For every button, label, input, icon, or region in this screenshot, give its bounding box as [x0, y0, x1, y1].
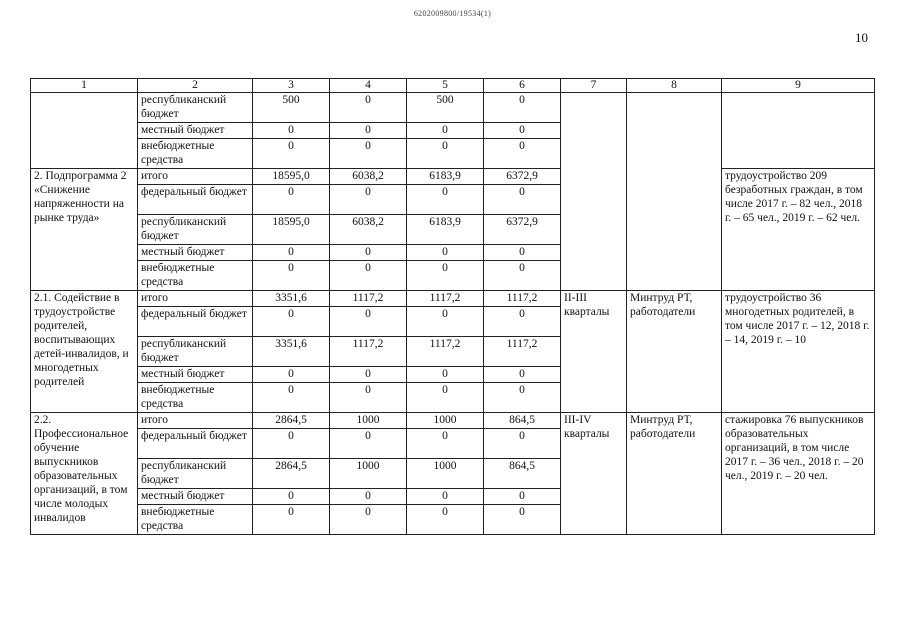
funding-source-cell: местный бюджет — [138, 245, 253, 261]
year-2019-cell: 0 — [484, 93, 561, 123]
year-2018-cell: 0 — [407, 505, 484, 535]
column-header-9: 9 — [722, 79, 875, 93]
document-id: 6202009800/19534(1) — [413, 9, 492, 18]
continuation-executor-cell — [627, 93, 722, 291]
funding-source-cell: федеральный бюджет — [138, 185, 253, 215]
total-amount-cell: 18595,0 — [253, 169, 330, 185]
year-2018-cell: 0 — [407, 185, 484, 215]
column-header-1: 1 — [31, 79, 138, 93]
year-2019-cell: 6372,9 — [484, 215, 561, 245]
year-2018-cell: 1117,2 — [407, 337, 484, 367]
column-header-3: 3 — [253, 79, 330, 93]
year-2019-cell: 1117,2 — [484, 291, 561, 307]
year-2019-cell: 864,5 — [484, 413, 561, 429]
total-amount-cell: 500 — [253, 93, 330, 123]
year-2019-cell: 1117,2 — [484, 337, 561, 367]
year-2018-cell: 0 — [407, 245, 484, 261]
year-2018-cell: 0 — [407, 139, 484, 169]
total-amount-cell: 0 — [253, 123, 330, 139]
year-2017-cell: 0 — [330, 307, 407, 337]
year-2018-cell: 6183,9 — [407, 169, 484, 185]
year-2018-cell: 0 — [407, 429, 484, 459]
subprogram-2-result: трудоустройство 209 безработных граждан, в том числе 2017 г. – 82 чел., 2018 г. – 65 чел., 2019 г. – 62 чел. — [722, 169, 875, 291]
year-2018-cell: 1000 — [407, 413, 484, 429]
total-amount-cell: 0 — [253, 489, 330, 505]
table-row — [31, 291, 875, 307]
funding-source-cell: внебюджетные средства — [138, 383, 253, 413]
year-2019-cell: 0 — [484, 383, 561, 413]
total-amount-cell: 0 — [253, 139, 330, 169]
year-2019-cell: 0 — [484, 429, 561, 459]
column-header-2: 2 — [138, 79, 253, 93]
total-amount-cell: 0 — [253, 245, 330, 261]
year-2018-cell: 0 — [407, 489, 484, 505]
funding-source-cell: итого — [138, 169, 253, 185]
funding-source-cell: республиканский бюджет — [138, 215, 253, 245]
year-2019-cell: 0 — [484, 139, 561, 169]
year-2017-cell: 6038,2 — [330, 169, 407, 185]
year-2017-cell: 1117,2 — [330, 337, 407, 367]
measure-2-2-period: III-IV кварталы — [561, 413, 627, 535]
year-2017-cell: 1117,2 — [330, 291, 407, 307]
measure-2-1-period: II-III кварталы — [561, 291, 627, 413]
total-amount-cell: 0 — [253, 429, 330, 459]
year-2019-cell: 0 — [484, 367, 561, 383]
table-row — [31, 413, 875, 429]
funding-source-cell: федеральный бюджет — [138, 429, 253, 459]
year-2018-cell: 0 — [407, 383, 484, 413]
year-2018-cell: 0 — [407, 367, 484, 383]
year-2018-cell: 0 — [407, 123, 484, 139]
funding-source-cell: итого — [138, 291, 253, 307]
year-2019-cell: 864,5 — [484, 459, 561, 489]
year-2019-cell: 0 — [484, 123, 561, 139]
continuation-name-cell — [31, 93, 138, 169]
year-2017-cell: 0 — [330, 261, 407, 291]
year-2019-cell: 0 — [484, 505, 561, 535]
year-2017-cell: 0 — [330, 367, 407, 383]
total-amount-cell: 0 — [253, 261, 330, 291]
year-2017-cell: 0 — [330, 383, 407, 413]
year-2019-cell: 0 — [484, 489, 561, 505]
year-2017-cell: 1000 — [330, 413, 407, 429]
year-2018-cell: 1000 — [407, 459, 484, 489]
funding-source-cell: республиканский бюджет — [138, 459, 253, 489]
year-2017-cell: 0 — [330, 123, 407, 139]
table-row — [31, 93, 875, 123]
measure-2-1-executor: Минтруд РТ, работодатели — [627, 291, 722, 413]
measure-2-2-executor: Минтруд РТ, работодатели — [627, 413, 722, 535]
measure-2-2-name: 2.2. Профессиональное обучение выпускников образовательных организаций, в том числе молодых инвалидов — [31, 413, 138, 535]
year-2017-cell: 0 — [330, 185, 407, 215]
year-2017-cell: 0 — [330, 429, 407, 459]
year-2017-cell: 0 — [330, 245, 407, 261]
total-amount-cell: 0 — [253, 367, 330, 383]
year-2017-cell: 0 — [330, 93, 407, 123]
total-amount-cell: 0 — [253, 307, 330, 337]
column-header-4: 4 — [330, 79, 407, 93]
funding-source-cell: итого — [138, 413, 253, 429]
year-2017-cell: 0 — [330, 489, 407, 505]
header-row — [31, 79, 875, 93]
column-header-8: 8 — [627, 79, 722, 93]
year-2018-cell: 1117,2 — [407, 291, 484, 307]
year-2019-cell: 0 — [484, 245, 561, 261]
budget-table — [30, 78, 875, 535]
total-amount-cell: 2864,5 — [253, 413, 330, 429]
funding-source-cell: местный бюджет — [138, 489, 253, 505]
funding-source-cell: местный бюджет — [138, 123, 253, 139]
year-2019-cell: 0 — [484, 307, 561, 337]
funding-source-cell: внебюджетные средства — [138, 505, 253, 535]
funding-source-cell: республиканский бюджет — [138, 337, 253, 367]
measure-2-1-name: 2.1. Содействие в трудоустройстве родителей, воспитывающих детей-инвалидов, и многодетных родителей — [31, 291, 138, 413]
column-header-5: 5 — [407, 79, 484, 93]
year-2019-cell: 0 — [484, 185, 561, 215]
funding-source-cell: республиканский бюджет — [138, 93, 253, 123]
year-2017-cell: 1000 — [330, 459, 407, 489]
year-2018-cell: 6183,9 — [407, 215, 484, 245]
measure-2-2-result: стажировка 76 выпускников образовательных организаций, в том числе 2017 г. – 36 чел., 2018 г. – 20 чел., 2019 г. – 20 чел. — [722, 413, 875, 535]
continuation-result-cell — [722, 93, 875, 169]
total-amount-cell: 18595,0 — [253, 215, 330, 245]
year-2018-cell: 0 — [407, 307, 484, 337]
year-2019-cell: 0 — [484, 261, 561, 291]
total-amount-cell: 0 — [253, 185, 330, 215]
column-header-7: 7 — [561, 79, 627, 93]
funding-source-cell: федеральный бюджет — [138, 307, 253, 337]
year-2019-cell: 6372,9 — [484, 169, 561, 185]
year-2018-cell: 500 — [407, 93, 484, 123]
funding-source-cell: внебюджетные средства — [138, 139, 253, 169]
total-amount-cell: 3351,6 — [253, 337, 330, 367]
subprogram-2-name: 2. Подпрограмма 2 «Снижение напряженности на рынке труда» — [31, 169, 138, 291]
column-header-6: 6 — [484, 79, 561, 93]
total-amount-cell: 0 — [253, 505, 330, 535]
continuation-period-cell — [561, 93, 627, 291]
year-2017-cell: 6038,2 — [330, 215, 407, 245]
year-2017-cell: 0 — [330, 139, 407, 169]
total-amount-cell: 2864,5 — [253, 459, 330, 489]
measure-2-1-result: трудоустройство 36 многодетных родителей, в том числе 2017 г. – 12, 2018 г. – 14, 2019 г. – 10 — [722, 291, 875, 413]
funding-source-cell: внебюджетные средства — [138, 261, 253, 291]
page-number: 10 — [855, 30, 868, 45]
table-row — [31, 169, 875, 185]
year-2017-cell: 0 — [330, 505, 407, 535]
year-2018-cell: 0 — [407, 261, 484, 291]
funding-source-cell: местный бюджет — [138, 367, 253, 383]
total-amount-cell: 0 — [253, 383, 330, 413]
total-amount-cell: 3351,6 — [253, 291, 330, 307]
